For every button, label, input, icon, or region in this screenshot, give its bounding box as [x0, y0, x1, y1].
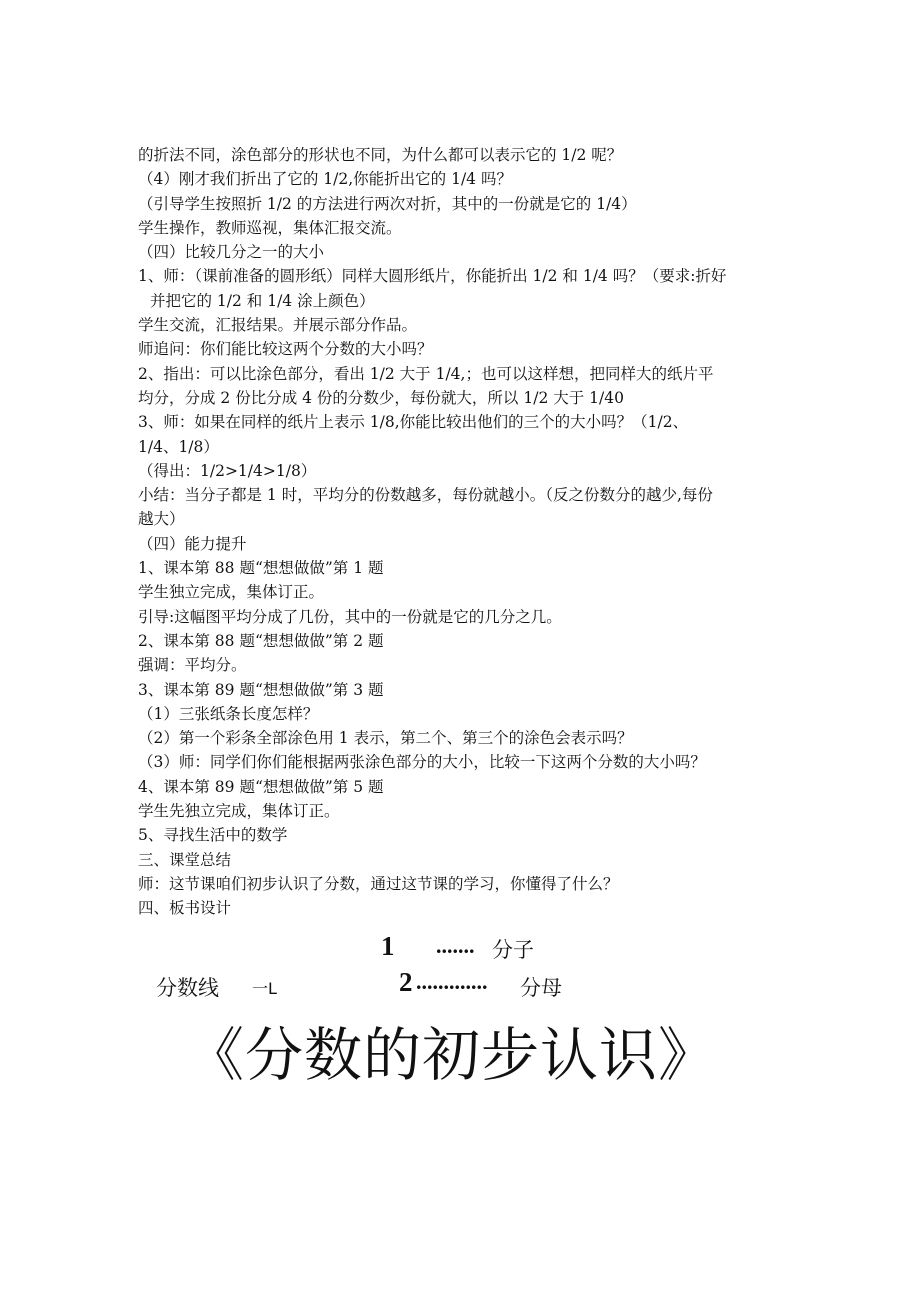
text-line: 2、指出：可以比涂色部分，看出 1/2 大于 1/4,；也可以这样想，把同样大的纸片平: [138, 364, 714, 383]
section-heading: （四）能力提升: [138, 534, 247, 553]
text-line: 3、课本第 89 题“想想做做”第 3 题: [138, 680, 384, 699]
text-line: 的折法不同，涂色部分的形状也不同，为什么都可以表示它的 1/2 呢？: [138, 146, 623, 164]
text-line: 小结：当分子都是 1 时，平均分的份数越多，每份就越小。（反之份数分的越少,每份: [138, 486, 713, 505]
text-line: （3）师：同学们你们能根据两张涂色部分的大小，比较一下这两个分数的大小吗？: [138, 753, 706, 772]
text-line: 3、师：如果在同样的纸片上表示 1/8,你能比较出他们的三个的大小吗？（1/2、: [138, 413, 689, 432]
text-line: 学生独立完成，集体订正。: [138, 583, 325, 602]
denominator-digit: 2: [399, 967, 413, 997]
text-line: 2、课本第 88 题“想想做做”第 2 题: [138, 631, 384, 650]
text-line: 1、师：（课前准备的圆形纸）同样大圆形纸片，你能折出 1/2 和 1/4 吗？（要求:折好: [138, 267, 727, 286]
text-line: 均分，分成 2 份比分成 4 份的分数少，每份就大，所以 1/2 大于 1/40: [138, 388, 624, 407]
numerator-label: 分子: [492, 938, 534, 962]
fraction-line-label: 分数线: [156, 976, 219, 1000]
text-line: （4）刚才我们折出了它的 1/2,你能折出它的 1/4 吗？: [138, 170, 512, 189]
text-line: 强调：平均分。: [138, 656, 247, 675]
text-line: 师：这节课咱们初步认识了分数，通过这节课的学习，你懂得了什么？: [138, 874, 619, 893]
section-heading: 四、板书设计: [138, 899, 232, 918]
text-line: 并把它的 1/2 和 1/4 涂上颜色）: [150, 291, 375, 310]
text-line: 1、课本第 88 题“想想做做”第 1 题: [138, 559, 384, 578]
denominator-dots: .............: [416, 969, 488, 994]
fraction-line-mark: 一L: [252, 979, 277, 998]
text-line: 引导:这幅图平均分成了几份，其中的一份就是它的几分之几。: [138, 607, 562, 626]
text-line: 4、课本第 89 题“想想做做”第 5 题: [138, 777, 384, 796]
board-title: 《分数的初步认识》: [186, 1021, 718, 1089]
text-line: （引导学生按照折 1/2 的方法进行两次对折，其中的一份就是它的 1/4）: [138, 194, 637, 213]
text-line: （得出：1/2>1/4>1/8）: [138, 461, 317, 480]
text-line: 1/4、1/8）: [138, 437, 219, 456]
numerator-digit: 1: [381, 931, 395, 961]
numerator-dots: .......: [436, 933, 475, 958]
text-line: 5、寻找生活中的数学: [138, 826, 288, 845]
text-line: （1）三张纸条长度怎样？: [138, 704, 319, 723]
section-heading: （四）比较几分之一的大小: [138, 243, 325, 262]
text-line: 师追问：你们能比较这两个分数的大小吗？: [138, 340, 433, 359]
text-line: 学生交流，汇报结果。并展示部分作品。: [138, 316, 418, 335]
text-line: 学生操作，教师巡视，集体汇报交流。: [138, 218, 402, 237]
text-line: （2）第一个彩条全部涂色用 1 表示，第二个、第三个的涂色会表示吗？: [138, 729, 633, 748]
text-line: 学生先独立完成，集体订正。: [138, 802, 340, 821]
denominator-label: 分母: [520, 976, 562, 1000]
section-heading: 三、课堂总结: [138, 850, 232, 869]
text-line: 越大）: [138, 510, 185, 529]
